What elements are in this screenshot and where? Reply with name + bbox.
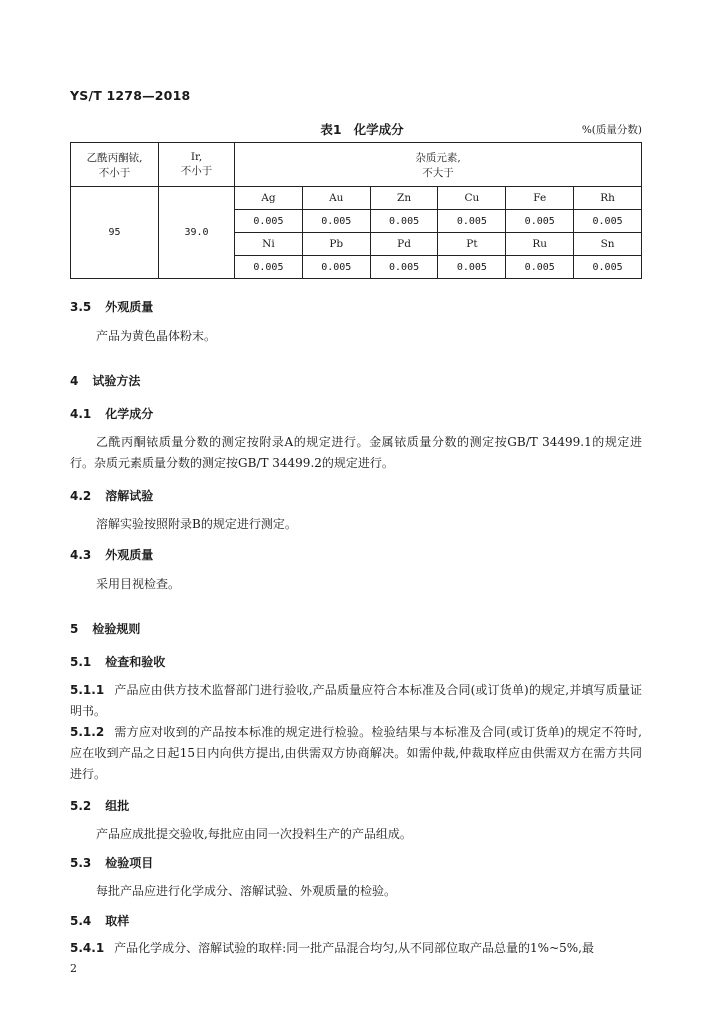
value-au: 0.005: [302, 210, 370, 233]
value-pd: 0.005: [370, 256, 438, 279]
value-sn: 0.005: [574, 256, 642, 279]
ir-value: 39.0: [159, 187, 235, 279]
header-impurities: 杂质元素, 不大于: [235, 143, 642, 187]
clause-5-4-1: 5.4.1 产品化学成分、溶解试验的取样:同一批产品混合均匀,从不同部位取产品总量的1%~5%,最: [70, 941, 594, 955]
value-rh: 0.005: [574, 210, 642, 233]
element-zn: Zn: [370, 187, 438, 210]
section-4-1-text: 乙酰丙酮铱质量分数的测定按附录A的规定进行。金属铱质量分数的测定按GB/T 34499.1的规定进行。杂质元素质量分数的测定按GB/T 34499.2的规定进行。: [70, 435, 642, 470]
element-fe: Fe: [506, 187, 574, 210]
header-acac-ir: 乙酰丙酮铱, 不小于: [71, 143, 159, 187]
section-3-5-heading: 3.5 外观质量: [70, 300, 154, 314]
chemical-composition-table: [70, 142, 642, 279]
section-4-1-heading: 4.1 化学成分: [70, 407, 154, 421]
value-cu: 0.005: [438, 210, 506, 233]
element-au: Au: [302, 187, 370, 210]
table-label: 表1: [320, 122, 342, 137]
table-unit: %(质量分数): [581, 124, 642, 136]
acac-ir-value: 95: [71, 187, 159, 279]
element-sn: Sn: [574, 233, 642, 256]
element-rh: Rh: [574, 187, 642, 210]
value-fe: 0.005: [506, 210, 574, 233]
section-4-2-text: 溶解实验按照附录B的规定进行测定。: [96, 517, 297, 531]
table-caption: 化学成分: [353, 122, 404, 137]
value-zn: 0.005: [370, 210, 438, 233]
element-pb: Pb: [302, 233, 370, 256]
value-ni: 0.005: [235, 256, 303, 279]
element-ni: Ni: [235, 233, 303, 256]
section-4-heading: 4 试验方法: [70, 374, 141, 388]
value-pb: 0.005: [302, 256, 370, 279]
value-pt: 0.005: [438, 256, 506, 279]
element-pt: Pt: [438, 233, 506, 256]
element-ru: Ru: [506, 233, 574, 256]
value-ru: 0.005: [506, 256, 574, 279]
section-5-2-heading: 5.2 组批: [70, 799, 130, 813]
page-number: 2: [70, 962, 77, 975]
section-3-5-text: 产品为黄色晶体粉末。: [96, 329, 217, 343]
header-ir: Ir, 不小于: [159, 143, 235, 187]
standard-number: YS/T 1278—2018: [70, 88, 191, 103]
clause-5-1-1: 5.1.1 产品应由供方技术监督部门进行验收,产品质量应符合本标准及合同(或订货单)的规定,并填写质量证明书。: [70, 683, 642, 718]
element-cu: Cu: [438, 187, 506, 210]
clause-5-1-2: 5.1.2 需方应对收到的产品按本标准的规定进行检验。检验结果与本标准及合同(或订货单)的规定不符时,应在收到产品之日起15日内向供方提出,由供需双方协商解决。如需仲裁,仲裁取样应由供需双方在需方共同进行。: [70, 725, 642, 781]
element-ag: Ag: [235, 187, 303, 210]
section-5-3-text: 每批产品应进行化学成分、溶解试验、外观质量的检验。: [96, 884, 397, 898]
section-5-3-heading: 5.3 检验项目: [70, 856, 154, 870]
section-5-1-heading: 5.1 检查和验收: [70, 655, 166, 669]
element-pd: Pd: [370, 233, 438, 256]
section-5-2-text: 产品应成批提交验收,每批应由同一次投料生产的产品组成。: [96, 827, 412, 841]
section-4-3-text: 采用目视检查。: [96, 577, 181, 591]
section-4-3-heading: 4.3 外观质量: [70, 548, 154, 562]
table-row: [71, 187, 642, 210]
section-4-2-heading: 4.2 溶解试验: [70, 489, 154, 503]
value-ag: 0.005: [235, 210, 303, 233]
table-header-row: [71, 143, 642, 187]
section-5-heading: 5 检验规则: [70, 622, 141, 636]
section-5-4-heading: 5.4 取样: [70, 914, 130, 928]
